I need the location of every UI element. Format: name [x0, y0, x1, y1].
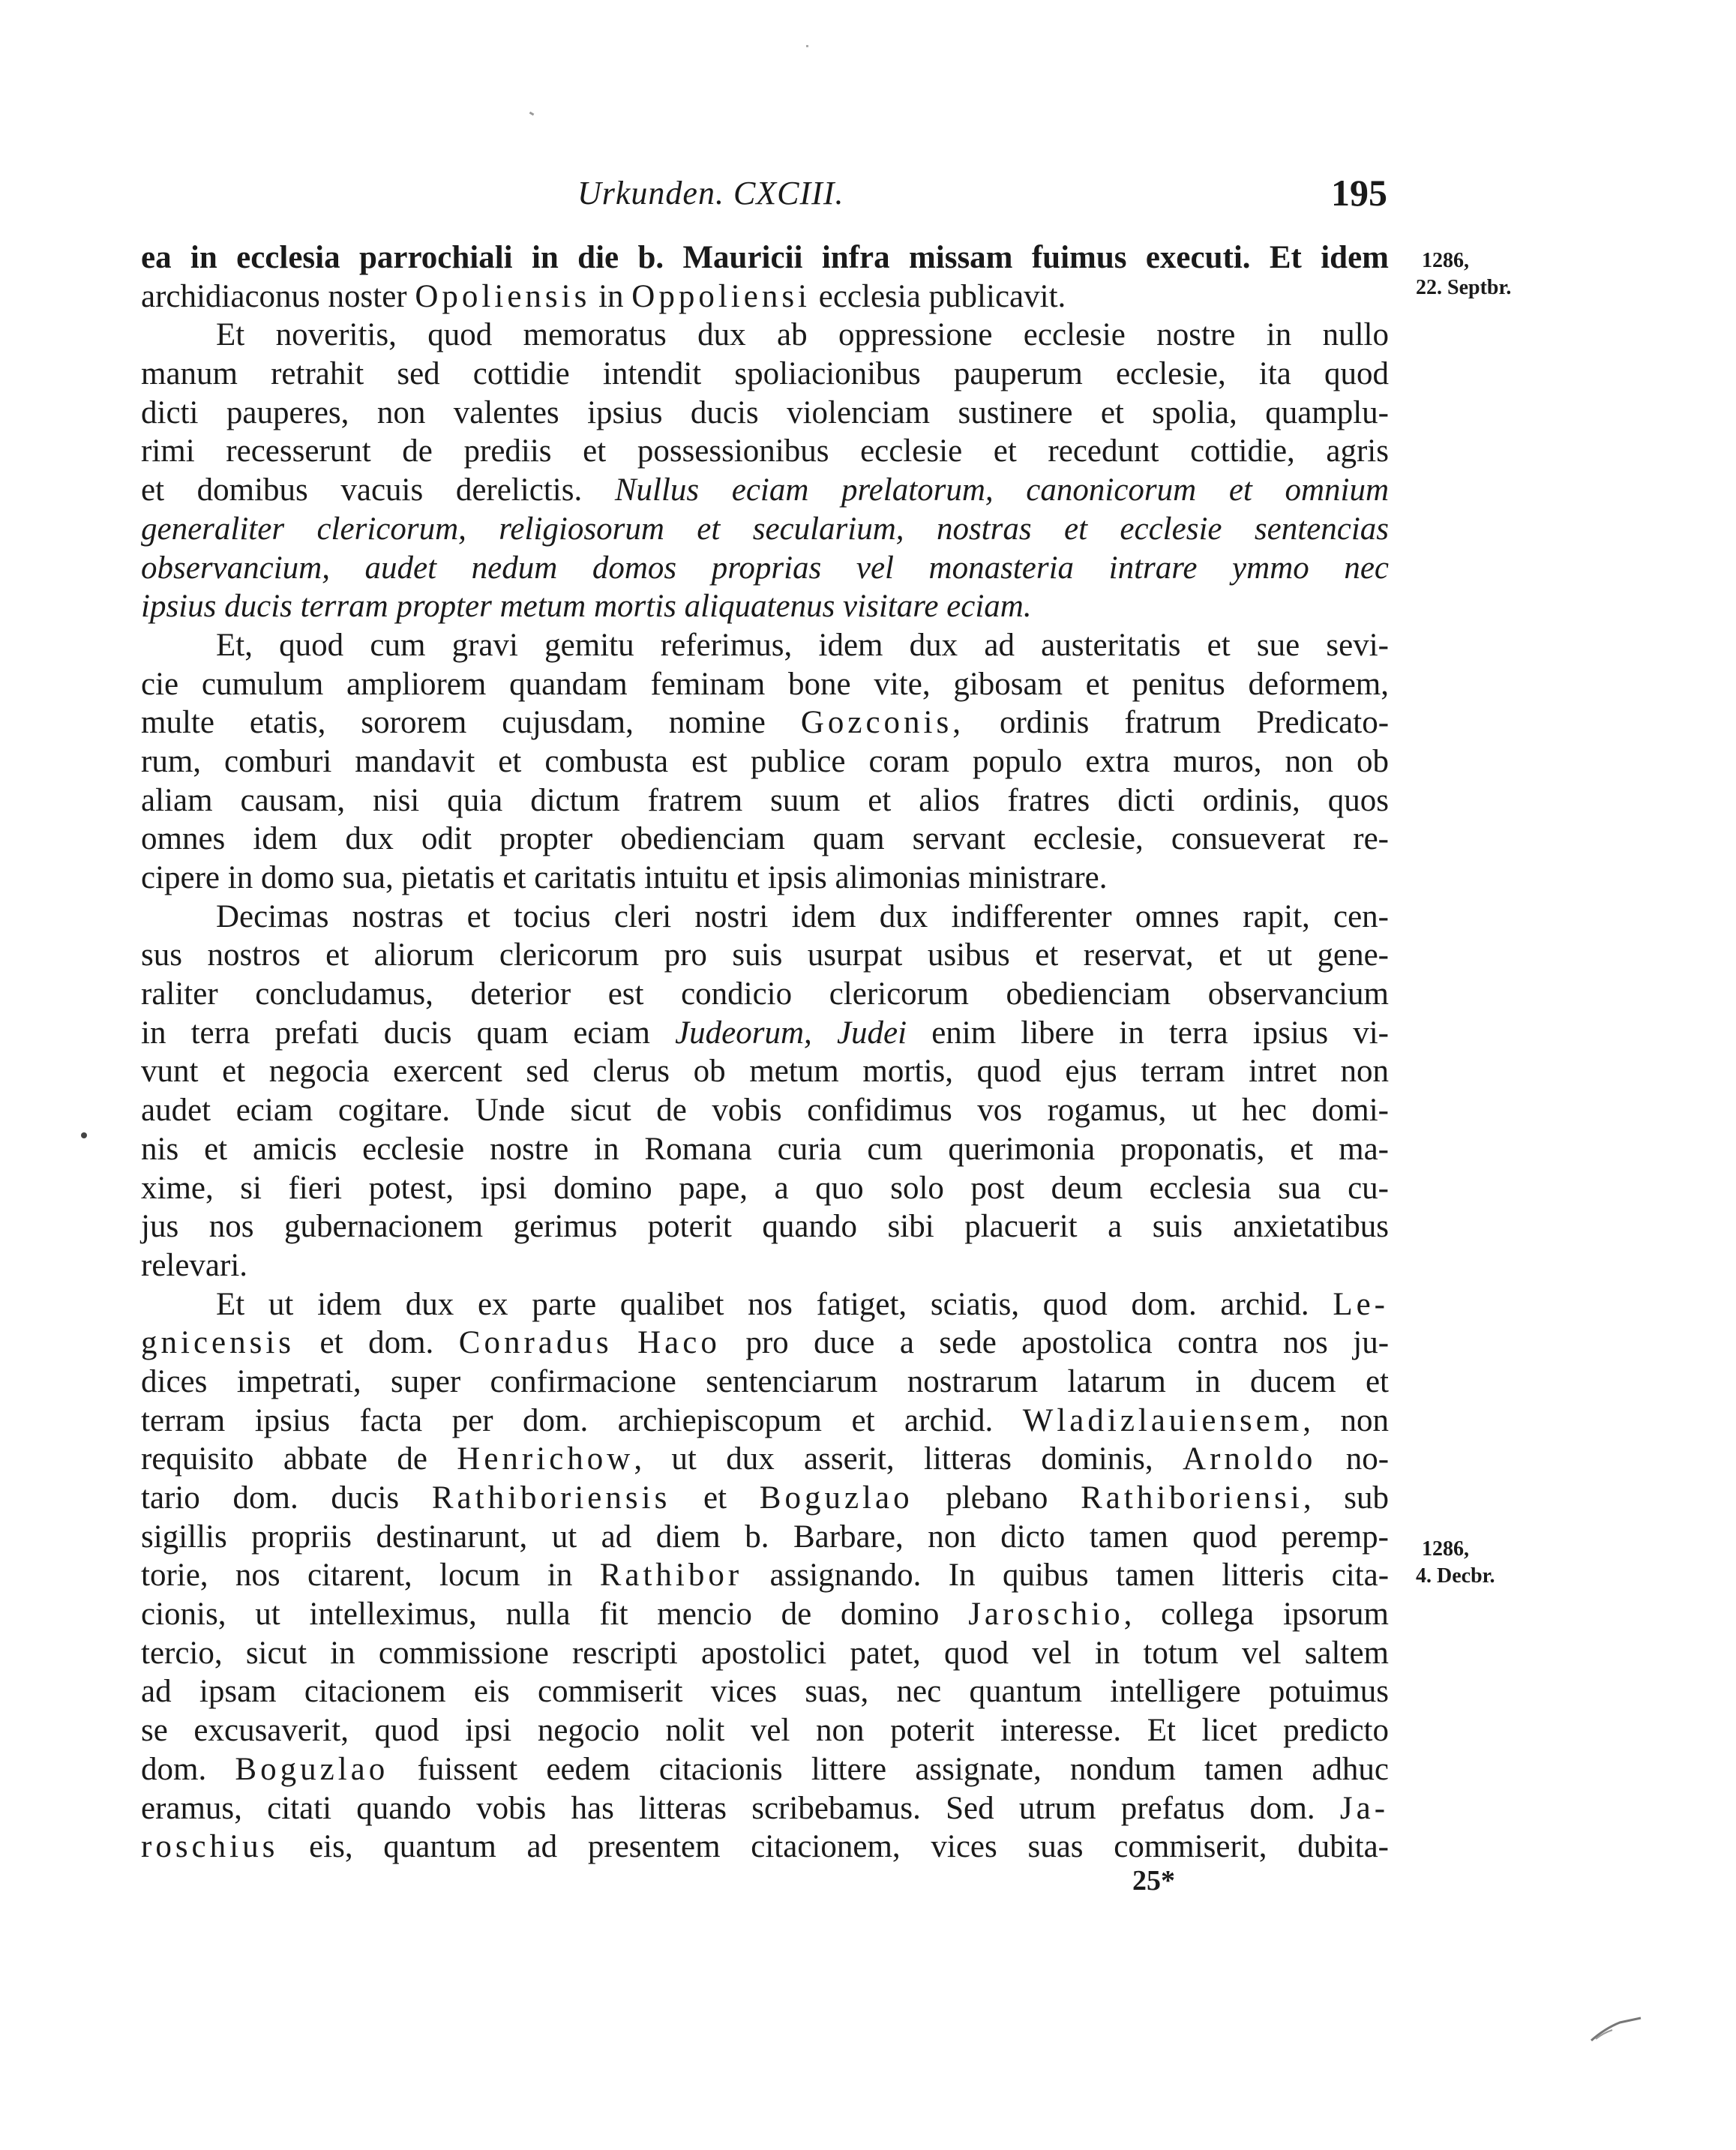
text-line: se excusaverit, quod ipsi negocio nolit vel non poterit interesse. Et licet predicto — [141, 1713, 1389, 1749]
text-line: Decimas nostras et tocius cleri nostri idem dux indifferenter omnes rapit, cen- — [216, 898, 1389, 934]
text-line: archidiaconus noster Opoliensis in Oppoliensi ecclesia publicavit. — [141, 278, 1066, 314]
person-name: Conradus — [458, 1325, 613, 1361]
text-line: cipere in domo sua, pietatis et caritatis intuitu et ipsis alimonias ministrare. — [141, 860, 1108, 895]
margin-year: 1286, — [1422, 249, 1469, 272]
italic-term: Judei — [836, 1015, 907, 1051]
text-line: dom. Boguzlao fuissent eedem citacionis littere assignate, nondum tamen adhuc — [141, 1751, 1390, 1787]
text-line: cie cumulum ampliorem quandam feminam bone vite, gibosam et penitus deformem, — [141, 666, 1389, 702]
margin-date: 4. Decbr. — [1416, 1564, 1495, 1588]
text-line: gnicensis et dom. Conradus Haco pro duce a sede apostolica contra nos ju- — [141, 1325, 1390, 1361]
text-line: tario dom. ducis Rathiboriensis et Boguzlao plebano Rathiboriensi, sub — [141, 1480, 1389, 1516]
margin-year: 1286, — [1422, 1537, 1469, 1561]
text-line: raliter concludamus, deterior est condicio clericorum obedienciam observancium — [141, 976, 1389, 1012]
text-line: roschius eis, quantum ad presentem citacionem, vices suas commiserit, dubita- — [141, 1829, 1389, 1865]
text-line: tercio, sicut in commissione rescripti apostolici patet, quod vel in totum vel saltem — [141, 1635, 1389, 1671]
place-name: Le- — [1333, 1286, 1389, 1322]
scan-speck — [806, 45, 808, 47]
margin-date-note — [1416, 1536, 1495, 1590]
running-head — [142, 174, 1387, 226]
place-name: Henrichow — [457, 1441, 634, 1477]
text-line: xime, si fieri potest, ipsi domino pape, a quo solo post deum ecclesia sua cu- — [141, 1170, 1389, 1206]
place-name: Rathibor — [599, 1558, 743, 1594]
place-name: Rathiboriensi — [1081, 1480, 1303, 1516]
person-name: Haco — [637, 1325, 721, 1361]
text-line: requisito abbate de Henrichow, ut dux asserit, litteras dominis, Arnoldo no- — [141, 1441, 1390, 1477]
text-line: ad ipsam citacionem eis commiserit vices suas, nec quantum intelligere potuimus — [141, 1674, 1389, 1710]
scan-speck — [529, 112, 535, 116]
margin-date-note — [1416, 247, 1511, 301]
text-line: ea in ecclesia parrochiali in die b. Mauricii infra missam fuimus executi. Et idem — [141, 240, 1389, 275]
text-line: nis et amicis ecclesie nostre in Romana curia cum querimonia proponatis, et ma- — [141, 1131, 1389, 1167]
text-line: ipsius ducis terram propter metum mortis aliquatenus visitare eciam. — [141, 589, 1032, 625]
text-line: generaliter clericorum, religiosorum et secularium, nostras et ecclesie sentencias — [141, 511, 1389, 547]
margin-date: 22. Septbr. — [1416, 276, 1512, 299]
text-line: eramus, citati quando vobis has litteras scribebamus. Sed utrum prefatus dom. Ja- — [141, 1790, 1390, 1826]
body-text — [141, 238, 1389, 1867]
place-name: Oppoliensi — [631, 278, 811, 314]
text-line: aliam causam, nisi quia dictum fratrem suum et alios fratres dicti ordinis, quos — [141, 782, 1389, 818]
person-name: Boguzlao — [235, 1751, 389, 1787]
text-line: sigillis propriis destinarunt, ut ad diem b. Barbare, non dicto tamen quod peremp- — [141, 1519, 1389, 1555]
person-name: Arnoldo — [1183, 1441, 1317, 1477]
text-line: Et, quod cum gravi gemitu referimus, idem dux ad austeritatis et sue sevi- — [216, 627, 1389, 663]
text-line: rimi recesserunt de prediis et possessionibus ecclesie et recedunt cottidie, agris — [141, 433, 1389, 469]
text-line: Et noveritis, quod memoratus dux ab oppressione ecclesie nostre in nullo — [216, 317, 1389, 353]
text-line: relevari. — [141, 1247, 248, 1283]
running-title: Urkunden. CXCIII. — [577, 175, 844, 211]
text-line: omnes idem dux odit propter obedienciam quam servant ecclesie, consueverat re- — [141, 821, 1389, 857]
page-number: 195 — [1331, 172, 1387, 214]
person-name: Ja- — [1339, 1790, 1390, 1826]
text-line: rum, comburi mandavit et combusta est publice coram populo extra muros, non ob — [141, 743, 1389, 779]
place-name: gnicensis — [141, 1325, 295, 1361]
italic-passage: Nullus eciam prelatorum, canonicorum et omnium — [614, 472, 1390, 508]
text-line: manum retrahit sed cottidie intendit spoliacionibus pauperum ecclesie, ita quod — [141, 356, 1389, 392]
place-name: Opoliensis — [415, 278, 591, 314]
text-line: vunt et negocia exercent sed clerus ob metum mortis, quod ejus terram intret non — [141, 1054, 1389, 1090]
scan-mark — [1590, 2014, 1642, 2044]
text-line: observancium, audet nedum domos proprias vel monasteria intrare ymmo nec — [141, 550, 1389, 586]
text-line: et domibus vacuis derelictis. Nullus eciam prelatorum, canonicorum et omnium — [141, 472, 1390, 508]
text-line: dicti pauperes, non valentes ipsius ducis violenciam sustinere et spolia, quamplu- — [141, 394, 1389, 430]
text-line: in terra prefati ducis quam eciam Judeorum, Judei enim libere in terra ipsius vi- — [141, 1015, 1389, 1051]
italic-term: Judeorum, — [675, 1015, 812, 1051]
text-line: terram ipsius facta per dom. archiepiscopum et archid. Wladizlauiensem, non — [141, 1402, 1389, 1438]
person-name: Jaroschio — [968, 1597, 1124, 1633]
text-line: dices impetrati, super confirmacione sentenciarum nostrarum latarum in ducem et — [141, 1363, 1389, 1399]
text-line: jus nos gubernacionem gerimus poterit quando sibi placuerit a suis anxietatibus — [141, 1209, 1389, 1245]
person-name: roschius — [141, 1829, 279, 1865]
text-line: Et ut idem dux ex parte qualibet nos fatiget, sciatis, quod dom. archid. Le- — [216, 1286, 1389, 1322]
text-line: sus nostros et aliorum clericorum pro suis usurpat usibus et reservat, et ut gene- — [141, 937, 1389, 973]
place-name: Wladizlauiensem — [1022, 1402, 1303, 1438]
text-line: torie, nos citarent, locum in Rathibor assignando. In quibus tamen litteris cita- — [141, 1558, 1390, 1594]
margin-dot — [81, 1132, 87, 1138]
signature-mark: 25* — [1132, 1865, 1175, 1897]
text-line: audet eciam cogitare. Unde sicut de vobis confidimus vos rogamus, ut hec domi- — [141, 1093, 1389, 1129]
text-line: cionis, ut intelleximus, nulla fit mencio de domino Jaroschio, collega ipsorum — [141, 1597, 1389, 1633]
place-name: Rathiboriensis — [431, 1480, 671, 1516]
person-name: Gozconis, — [800, 705, 964, 741]
person-name: Boguzlao — [759, 1480, 913, 1516]
text-line: multe etatis, sororem cujusdam, nomine Gozconis, ordinis fratrum Predicato- — [141, 705, 1390, 741]
